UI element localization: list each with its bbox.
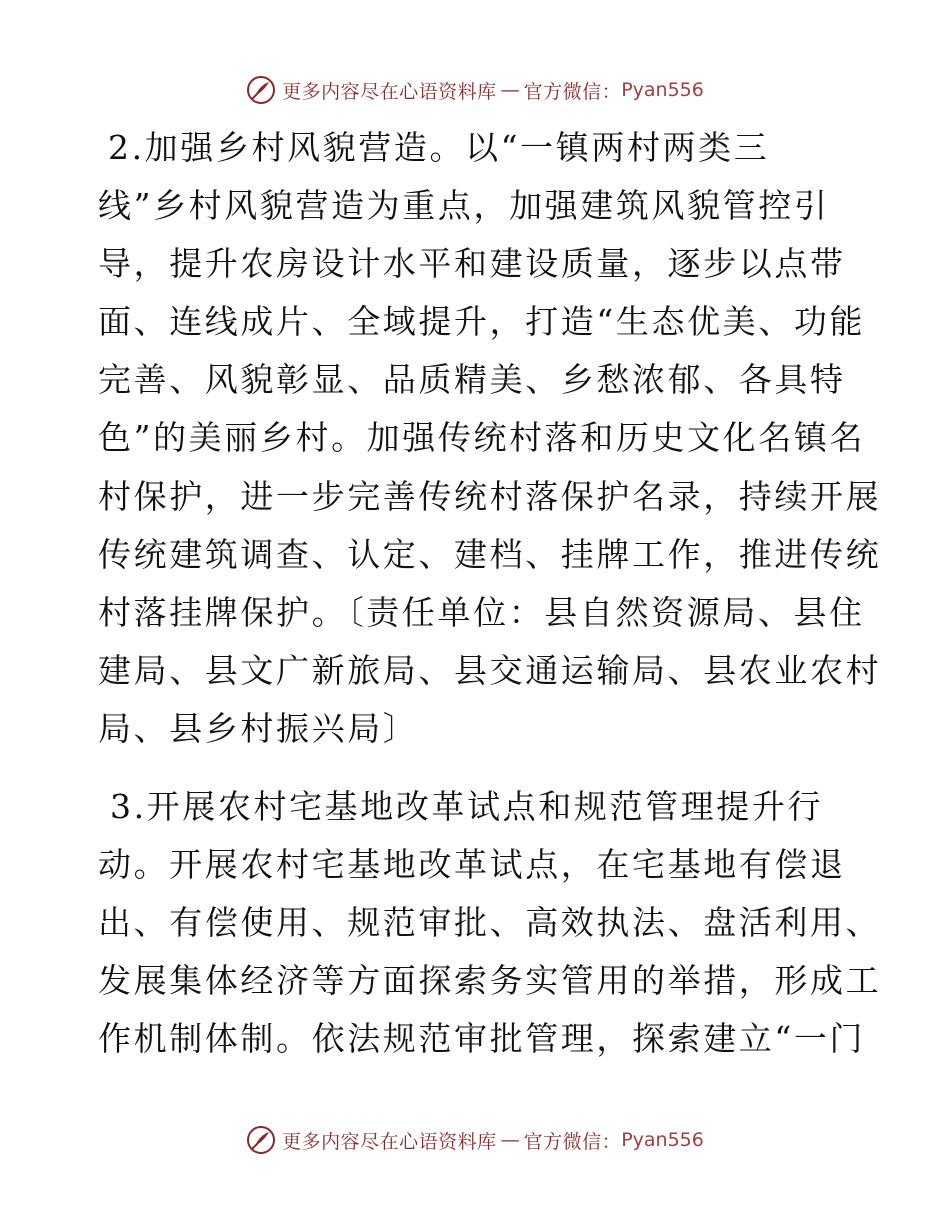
paragraph-2-line-6: 色”的美丽乡村。加强传统村落和历史文化名镇名 [98, 418, 866, 457]
paragraph-2-line-3: 导，提升农房设计水平和建设质量，逐步以点带 [98, 244, 846, 283]
watermark-separator: — [500, 1129, 520, 1151]
paragraph-2-line-7: 村保护，进一步完善传统村落保护名录，持续开展 [98, 477, 882, 516]
paragraph-3-line-4: 发展集体经济等方面探索务实管用的举措，形成工 [98, 961, 882, 1000]
watermark-separator: — [500, 79, 520, 101]
watermark-text: 更多内容尽在心语资料库 [282, 80, 497, 103]
paragraph-3-line-5: 作机制体制。依法规范审批管理，探索建立“一门 [98, 1019, 866, 1058]
feather-pen-logo-icon [246, 1125, 276, 1155]
watermark-contact-label: 官方微信： [523, 1130, 622, 1153]
paragraph-2-line-4: 面、连线成片、全域提升，打造“生态优美、功能 [98, 302, 866, 341]
watermark-contact-id: Pyan556 [621, 79, 704, 101]
paragraph-3-line-3: 出、有偿使用、规范审批、高效执法、盘活利用、 [98, 903, 882, 942]
paragraph-2-line-5: 完善、风貌彰显、品质精美、乡愁浓郁、各具特 [98, 360, 846, 399]
watermark-footer [0, 1120, 950, 1160]
paragraph-3-line-2: 动。开展农村宅基地改革试点，在宅基地有偿退 [98, 845, 846, 884]
watermark-header [0, 70, 950, 110]
paragraph-2-line-8: 传统建筑调查、认定、建档、挂牌工作，推进传统 [98, 535, 882, 574]
paragraph-2-line-1: 2.加强乡村风貌营造。以“一镇两村两类三 [108, 128, 770, 167]
watermark-contact-id: Pyan556 [621, 1129, 704, 1151]
paragraph-2-line-10: 建局、县文广新旅局、县交通运输局、县农业农村 [98, 651, 882, 690]
paragraph-2-line-11: 局、县乡村振兴局〕 [98, 709, 419, 748]
paragraph-2-line-9: 村落挂牌保护。〔责任单位：县自然资源局、县住 [98, 593, 865, 632]
feather-pen-logo-icon [246, 75, 276, 105]
paragraph-3-line-1: 3.开展农村宅基地改革试点和规范管理提升行 [110, 787, 824, 826]
paragraph-2-line-2: 线”乡村风貌营造为重点，加强建筑风貌管控引 [98, 186, 830, 225]
watermark-contact-label: 官方微信： [523, 80, 622, 103]
watermark-text: 更多内容尽在心语资料库 [282, 1130, 497, 1153]
